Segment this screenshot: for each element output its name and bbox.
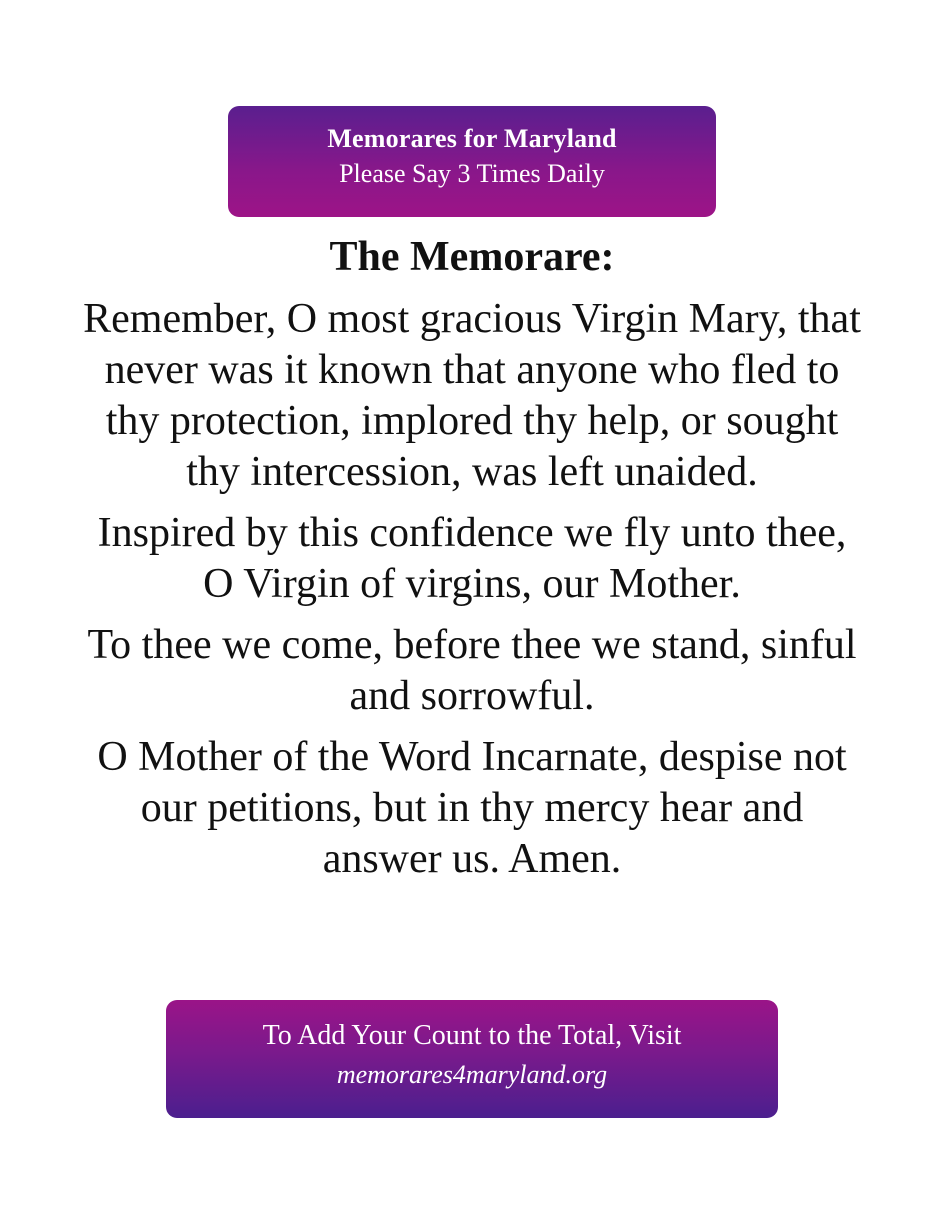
prayer-paragraph-4: O Mother of the Word Incarnate, despise not our petitions, but in thy mercy hear and answer us. Amen. xyxy=(97,734,847,882)
prayer-paragraph-3: To thee we come, before thee we stand, sinful and sorrowful. xyxy=(87,622,857,719)
header-banner xyxy=(228,106,716,217)
prayer-heading: The Memorare: xyxy=(329,234,615,280)
prayer-paragraph-1: Remember, O most gracious Virgin Mary, that never was it known that anyone who fled to thy protection, implored thy help, or sought thy intercession, was left unaided. xyxy=(83,296,861,495)
banner-title: Memorares for Maryland xyxy=(327,124,617,153)
banner-subtitle: Please Say 3 Times Daily xyxy=(339,159,605,188)
prayer-body xyxy=(80,294,864,895)
visit-text: To Add Your Count to the Total, Visit xyxy=(262,1020,682,1051)
website-link[interactable]: memorares4maryland.org xyxy=(336,1060,608,1089)
footer-banner xyxy=(166,1000,778,1118)
prayer-paragraph-2: Inspired by this confidence we fly unto thee, O Virgin of virgins, our Mother. xyxy=(97,510,847,607)
